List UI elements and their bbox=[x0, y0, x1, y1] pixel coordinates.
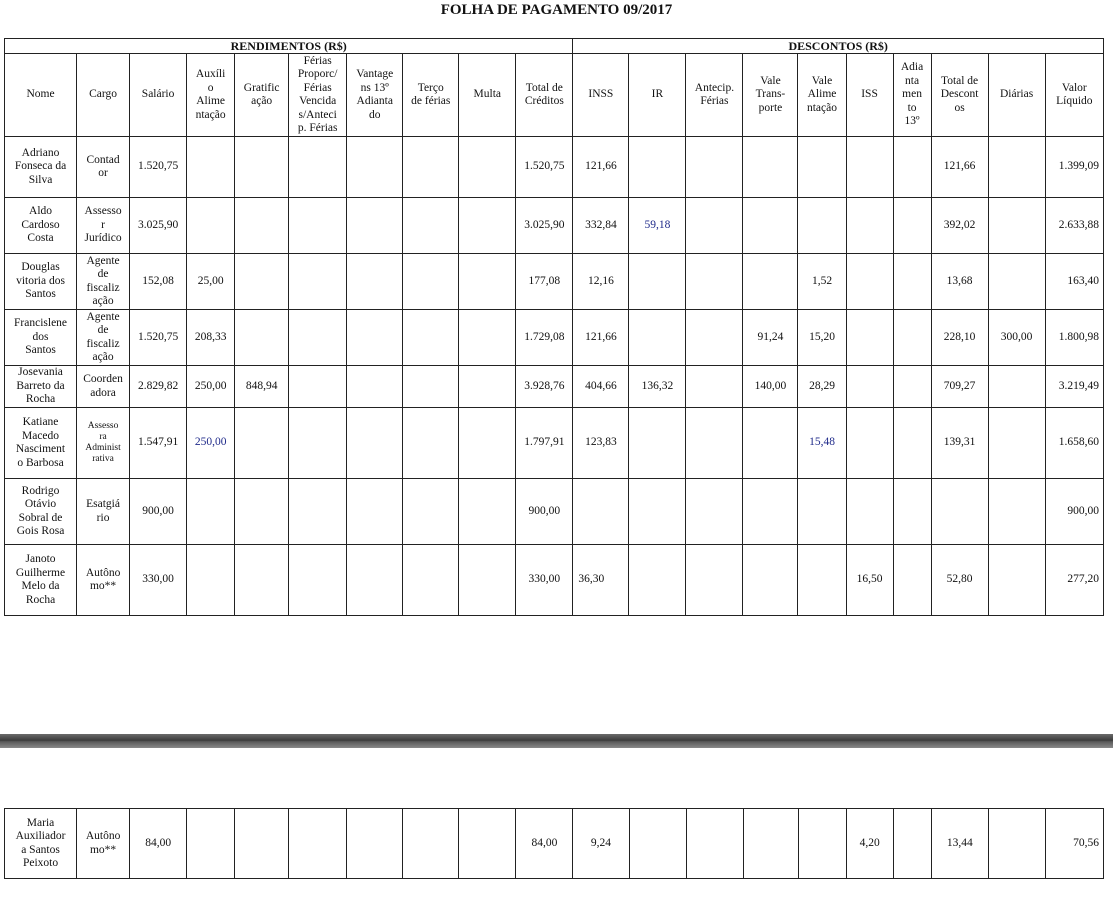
header-gratificacao: Gratific ação bbox=[235, 54, 289, 137]
cell-adiantamento bbox=[893, 310, 931, 366]
page-title: FOLHA DE PAGAMENTO 09/2017 bbox=[440, 2, 673, 18]
cell-multa bbox=[459, 366, 516, 408]
cell-total-creditos: 177,08 bbox=[516, 254, 573, 310]
cell-vantagens bbox=[347, 254, 403, 310]
cell-ir bbox=[629, 254, 686, 310]
cell-salario: 84,00 bbox=[130, 809, 187, 879]
cell-gratificacao bbox=[235, 254, 289, 310]
cell-vale-alimentacao bbox=[798, 137, 846, 198]
cell-salario: 330,00 bbox=[130, 545, 187, 616]
cell-terco bbox=[403, 198, 459, 254]
cell-gratificacao: 848,94 bbox=[235, 366, 289, 408]
header-antecip: Antecip. Férias bbox=[686, 54, 743, 137]
cell-total-creditos: 900,00 bbox=[516, 479, 573, 545]
cell-inss: 332,84 bbox=[573, 198, 629, 254]
cell-iss bbox=[846, 254, 893, 310]
cell-salario: 1.547,91 bbox=[130, 408, 187, 479]
column-header-row bbox=[5, 54, 1104, 137]
cell-vantagens bbox=[347, 809, 403, 879]
cell-antecip bbox=[686, 254, 743, 310]
cell-antecip bbox=[686, 545, 743, 616]
cell-vale-transporte bbox=[743, 137, 798, 198]
cell-cargo: Autôno mo** bbox=[77, 545, 130, 616]
table-row bbox=[5, 137, 1104, 198]
cell-auxilio bbox=[187, 809, 235, 879]
cell-vale-transporte bbox=[743, 809, 798, 879]
cell-ferias bbox=[289, 137, 347, 198]
header-vantagens: Vantage ns 13º Adianta do bbox=[347, 54, 403, 137]
cell-multa bbox=[459, 198, 516, 254]
cell-total-descontos: 52,80 bbox=[931, 545, 988, 616]
cell-diarias bbox=[988, 366, 1045, 408]
cell-total-creditos: 1.797,91 bbox=[516, 408, 573, 479]
cell-cargo: Contad or bbox=[77, 137, 130, 198]
cell-valor-liquido: 2.633,88 bbox=[1045, 198, 1103, 254]
cell-inss bbox=[573, 479, 629, 545]
cell-total-creditos: 3.025,90 bbox=[516, 198, 573, 254]
cell-nome: Aldo Cardoso Costa bbox=[5, 198, 77, 254]
header-auxilio: Auxíli o Alime ntação bbox=[187, 54, 235, 137]
cell-auxilio: 25,00 bbox=[187, 254, 235, 310]
cell-diarias bbox=[988, 137, 1045, 198]
header-multa: Multa bbox=[459, 54, 516, 137]
cell-adiantamento bbox=[893, 479, 931, 545]
cell-ferias bbox=[289, 408, 347, 479]
cell-antecip bbox=[686, 310, 743, 366]
cell-cargo: Assesso r Jurídico bbox=[77, 198, 130, 254]
cell-gratificacao bbox=[235, 809, 289, 879]
cell-ferias bbox=[289, 809, 347, 879]
cell-total-descontos: 139,31 bbox=[931, 408, 988, 479]
header-iss: ISS bbox=[846, 54, 893, 137]
cell-adiantamento bbox=[893, 809, 931, 879]
cell-multa bbox=[459, 408, 516, 479]
cell-valor-liquido: 1.399,09 bbox=[1045, 137, 1103, 198]
cell-total-descontos: 121,66 bbox=[931, 137, 988, 198]
cell-antecip bbox=[686, 366, 743, 408]
cell-vale-transporte: 91,24 bbox=[743, 310, 798, 366]
cell-vantagens bbox=[347, 366, 403, 408]
header-diarias: Diárias bbox=[988, 54, 1045, 137]
cell-diarias: 300,00 bbox=[988, 310, 1045, 366]
cell-auxilio bbox=[187, 479, 235, 545]
cell-vale-alimentacao: 15,20 bbox=[798, 310, 846, 366]
header-salario: Salário bbox=[130, 54, 187, 137]
header-valor-liquido: Valor Líquido bbox=[1045, 54, 1103, 137]
cell-ir bbox=[629, 137, 686, 198]
cell-auxilio bbox=[187, 198, 235, 254]
cell-auxilio bbox=[187, 137, 235, 198]
cell-total-creditos: 330,00 bbox=[516, 545, 573, 616]
cell-nome: Josevania Barreto da Rocha bbox=[5, 366, 77, 408]
cell-iss bbox=[846, 310, 893, 366]
cell-multa bbox=[459, 310, 516, 366]
cell-total-descontos: 13,44 bbox=[931, 809, 988, 879]
cell-diarias bbox=[988, 408, 1045, 479]
cell-diarias bbox=[988, 254, 1045, 310]
cell-valor-liquido: 3.219,49 bbox=[1045, 366, 1103, 408]
cell-vale-alimentacao: 15,48 bbox=[798, 408, 846, 479]
cell-nome: Katiane Macedo Nasciment o Barbosa bbox=[5, 408, 77, 479]
header-cargo: Cargo bbox=[77, 54, 130, 137]
table-row bbox=[5, 310, 1104, 366]
cell-adiantamento bbox=[893, 198, 931, 254]
cell-terco bbox=[403, 310, 459, 366]
cell-ir bbox=[629, 310, 686, 366]
cell-salario: 152,08 bbox=[130, 254, 187, 310]
cell-valor-liquido: 163,40 bbox=[1045, 254, 1103, 310]
cell-antecip bbox=[686, 198, 743, 254]
cell-inss: 36,30 bbox=[573, 545, 629, 616]
cell-vale-alimentacao: 1,52 bbox=[798, 254, 846, 310]
cell-antecip bbox=[686, 809, 743, 879]
cell-inss: 121,66 bbox=[573, 137, 629, 198]
cell-total-creditos: 1.729,08 bbox=[516, 310, 573, 366]
cell-terco bbox=[403, 545, 459, 616]
descontos-group-header: DESCONTOS (R$) bbox=[573, 39, 1104, 54]
cell-cargo: Agente de fiscaliz ação bbox=[77, 254, 130, 310]
cell-vale-transporte: 140,00 bbox=[743, 366, 798, 408]
cell-iss bbox=[846, 137, 893, 198]
cell-salario: 2.829,82 bbox=[130, 366, 187, 408]
cell-adiantamento bbox=[893, 137, 931, 198]
cell-ferias bbox=[289, 254, 347, 310]
cell-vantagens bbox=[347, 479, 403, 545]
cell-total-creditos: 1.520,75 bbox=[516, 137, 573, 198]
header-vale-transporte: Vale Trans- porte bbox=[743, 54, 798, 137]
table-row bbox=[5, 254, 1104, 310]
cell-nome: Francislene dos Santos bbox=[5, 310, 77, 366]
cell-vantagens bbox=[347, 137, 403, 198]
cell-ir bbox=[629, 479, 686, 545]
cell-terco bbox=[403, 366, 459, 408]
cell-iss: 4,20 bbox=[846, 809, 893, 879]
cell-salario: 1.520,75 bbox=[130, 310, 187, 366]
cell-vantagens bbox=[347, 545, 403, 616]
cell-gratificacao bbox=[235, 545, 289, 616]
cell-cargo: Agente de fiscaliz ação bbox=[77, 310, 130, 366]
cell-salario: 900,00 bbox=[130, 479, 187, 545]
header-inss: INSS bbox=[573, 54, 629, 137]
table-row bbox=[5, 809, 1104, 879]
cell-valor-liquido: 1.800,98 bbox=[1045, 310, 1103, 366]
cell-multa bbox=[459, 545, 516, 616]
cell-diarias bbox=[988, 545, 1045, 616]
page-break-divider bbox=[0, 734, 1113, 748]
header-ir: IR bbox=[629, 54, 686, 137]
cell-adiantamento bbox=[893, 366, 931, 408]
header-terco: Terço de férias bbox=[403, 54, 459, 137]
cell-iss bbox=[846, 408, 893, 479]
header-ferias: Férias Proporc/ Férias Vencida s/Anteci p. Férias bbox=[289, 54, 347, 137]
cell-cargo: Assesso ra Administ rativa bbox=[77, 408, 130, 479]
table-row bbox=[5, 545, 1104, 616]
cell-adiantamento bbox=[893, 408, 931, 479]
header-adiantamento: Adia nta men to 13º bbox=[893, 54, 931, 137]
table-row bbox=[5, 198, 1104, 254]
cell-auxilio: 208,33 bbox=[187, 310, 235, 366]
cell-terco bbox=[403, 479, 459, 545]
cell-valor-liquido: 900,00 bbox=[1045, 479, 1103, 545]
payroll-table bbox=[4, 38, 1104, 616]
cell-ferias bbox=[289, 479, 347, 545]
cell-valor-liquido: 1.658,60 bbox=[1045, 408, 1103, 479]
cell-antecip bbox=[686, 479, 743, 545]
header-total-descontos: Total de Descont os bbox=[931, 54, 988, 137]
cell-iss bbox=[846, 366, 893, 408]
cell-inss: 121,66 bbox=[573, 310, 629, 366]
header-nome: Nome bbox=[5, 54, 77, 137]
cell-cargo: Coorden adora bbox=[77, 366, 130, 408]
cell-nome: Adriano Fonseca da Silva bbox=[5, 137, 77, 198]
cell-terco bbox=[403, 809, 459, 879]
header-total-creditos: Total de Créditos bbox=[516, 54, 573, 137]
cell-salario: 3.025,90 bbox=[130, 198, 187, 254]
cell-inss: 123,83 bbox=[573, 408, 629, 479]
cell-inss: 404,66 bbox=[573, 366, 629, 408]
cell-gratificacao bbox=[235, 310, 289, 366]
cell-nome: Rodrigo Otávio Sobral de Gois Rosa bbox=[5, 479, 77, 545]
cell-gratificacao bbox=[235, 408, 289, 479]
cell-salario: 1.520,75 bbox=[130, 137, 187, 198]
cell-ir bbox=[629, 809, 686, 879]
cell-total-descontos: 228,10 bbox=[931, 310, 988, 366]
cell-ir bbox=[629, 408, 686, 479]
table-row bbox=[5, 366, 1104, 408]
cell-ferias bbox=[289, 310, 347, 366]
cell-vale-transporte bbox=[743, 545, 798, 616]
cell-vale-alimentacao bbox=[798, 198, 846, 254]
cell-iss bbox=[846, 479, 893, 545]
cell-ir: 59,18 bbox=[629, 198, 686, 254]
cell-total-creditos: 84,00 bbox=[516, 809, 573, 879]
cell-inss: 9,24 bbox=[573, 809, 629, 879]
cell-vale-alimentacao bbox=[798, 809, 846, 879]
cell-multa bbox=[459, 254, 516, 310]
cell-ir: 136,32 bbox=[629, 366, 686, 408]
cell-total-descontos: 13,68 bbox=[931, 254, 988, 310]
cell-nome: Maria Auxiliador a Santos Peixoto bbox=[5, 809, 77, 879]
cell-vale-transporte bbox=[743, 254, 798, 310]
cell-vantagens bbox=[347, 198, 403, 254]
table-row bbox=[5, 479, 1104, 545]
cell-diarias bbox=[988, 809, 1045, 879]
cell-terco bbox=[403, 254, 459, 310]
cell-gratificacao bbox=[235, 479, 289, 545]
cell-cargo: Esatgiá rio bbox=[77, 479, 130, 545]
cell-antecip bbox=[686, 408, 743, 479]
rendimentos-group-header: RENDIMENTOS (R$) bbox=[5, 39, 573, 54]
cell-valor-liquido: 70,56 bbox=[1045, 809, 1103, 879]
cell-ferias bbox=[289, 366, 347, 408]
cell-nome: Douglas vitoria dos Santos bbox=[5, 254, 77, 310]
cell-iss bbox=[846, 198, 893, 254]
cell-vale-transporte bbox=[743, 479, 798, 545]
cell-vale-transporte bbox=[743, 408, 798, 479]
cell-vale-alimentacao bbox=[798, 479, 846, 545]
cell-diarias bbox=[988, 479, 1045, 545]
cell-gratificacao bbox=[235, 198, 289, 254]
cell-auxilio bbox=[187, 545, 235, 616]
cell-total-descontos: 392,02 bbox=[931, 198, 988, 254]
cell-auxilio: 250,00 bbox=[187, 408, 235, 479]
cell-antecip bbox=[686, 137, 743, 198]
cell-inss: 12,16 bbox=[573, 254, 629, 310]
cell-vantagens bbox=[347, 408, 403, 479]
cell-nome: Janoto Guilherme Melo da Rocha bbox=[5, 545, 77, 616]
cell-vale-alimentacao: 28,29 bbox=[798, 366, 846, 408]
payroll-table-continued bbox=[4, 808, 1104, 879]
cell-total-creditos: 3.928,76 bbox=[516, 366, 573, 408]
cell-total-descontos: 709,27 bbox=[931, 366, 988, 408]
cell-diarias bbox=[988, 198, 1045, 254]
cell-ferias bbox=[289, 198, 347, 254]
cell-valor-liquido: 277,20 bbox=[1045, 545, 1103, 616]
cell-ir bbox=[629, 545, 686, 616]
cell-multa bbox=[459, 137, 516, 198]
table-row bbox=[5, 408, 1104, 479]
cell-adiantamento bbox=[893, 254, 931, 310]
cell-multa bbox=[459, 809, 516, 879]
cell-iss: 16,50 bbox=[846, 545, 893, 616]
cell-gratificacao bbox=[235, 137, 289, 198]
cell-terco bbox=[403, 137, 459, 198]
cell-cargo: Autôno mo** bbox=[77, 809, 130, 879]
cell-multa bbox=[459, 479, 516, 545]
cell-auxilio: 250,00 bbox=[187, 366, 235, 408]
cell-adiantamento bbox=[893, 545, 931, 616]
cell-terco bbox=[403, 408, 459, 479]
cell-vale-transporte bbox=[743, 198, 798, 254]
header-vale-alimentacao: Vale Alime ntação bbox=[798, 54, 846, 137]
cell-vantagens bbox=[347, 310, 403, 366]
cell-ferias bbox=[289, 545, 347, 616]
cell-total-descontos bbox=[931, 479, 988, 545]
cell-vale-alimentacao bbox=[798, 545, 846, 616]
